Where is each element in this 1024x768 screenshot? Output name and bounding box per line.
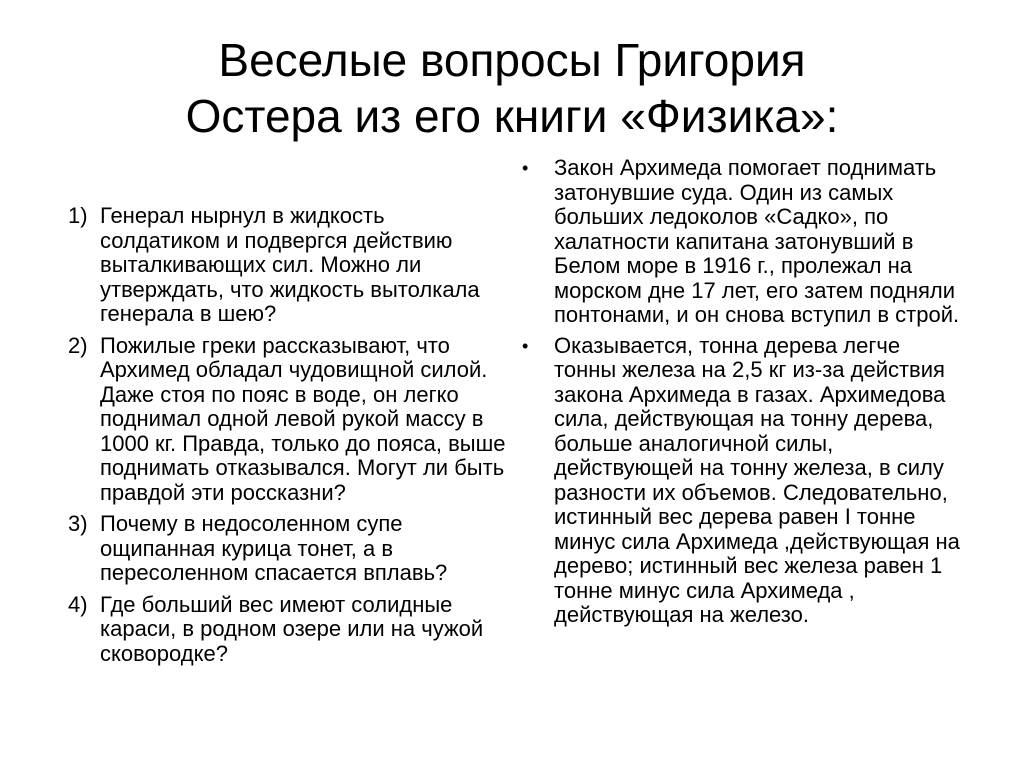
question-item <box>68 593 508 667</box>
facts-list <box>520 156 960 634</box>
bullet-icon: • <box>522 158 529 178</box>
slide-title-line-1: Веселые вопросы Григория <box>218 34 806 86</box>
fact-text: Закон Архимеда помогает поднимать затонувшие суда. Один из самых больших ледоколов «Садко», по халатности капитана затонувший в Белом море в 1916 г., пролежал на морском дне 17 лет, его затем подняли понтонами, и он снова вступил в строй. <box>554 155 960 327</box>
question-item <box>68 334 508 506</box>
bullet-icon: • <box>522 335 529 356</box>
question-text: Генерал нырнул в жидкость солдатиком и подвергся действию выталкивающих сил. Можно ли утверждать, что жидкость вытолкала генерала в шею? <box>100 203 480 326</box>
question-number: 2) <box>68 332 88 358</box>
question-text: Пожилые греки рассказывают, что Архимед обладал чудовищной силой. Даже стоя по пояс в воде, он легко поднимал одной левой рукой массу в 1000 кг. Правда, только до пояса, выше поднимать отказывался. Могут ли быть правдой эти россказни? <box>100 332 506 505</box>
question-number: 1) <box>68 203 88 228</box>
question-item <box>68 204 508 327</box>
slide-title-line-2: Остера из его книги «Физика»: <box>185 90 839 142</box>
question-text: Почему в недосоленном супе ощипанная курица тонет, а в пересоленном спасается вплавь? <box>100 511 448 585</box>
question-item <box>68 512 508 586</box>
question-text: Где больший вес имеют солидные караси, в родном озере или на чужой сковородке? <box>100 591 484 666</box>
fact-text: Оказывается, тонна дерева легче тонны железа на 2,5 кг из-за действия закона Архимеда в газах. Архимедова сила, действующая на тонну дерева, больше аналогичной силы, действующей на тонну железа, в силу разности их объемов. Следовательно, истинный вес дерева равен I тонне минус сила Архимеда ,действующая на дерево; истинный вес железа равен 1 тонне минус сила Архимеда , действующая на железо. <box>554 332 960 627</box>
fact-item <box>520 334 960 628</box>
fact-item <box>520 156 960 328</box>
questions-list <box>68 204 508 673</box>
question-number: 4) <box>68 591 88 617</box>
slide-title <box>60 32 964 144</box>
question-number: 3) <box>68 511 88 536</box>
